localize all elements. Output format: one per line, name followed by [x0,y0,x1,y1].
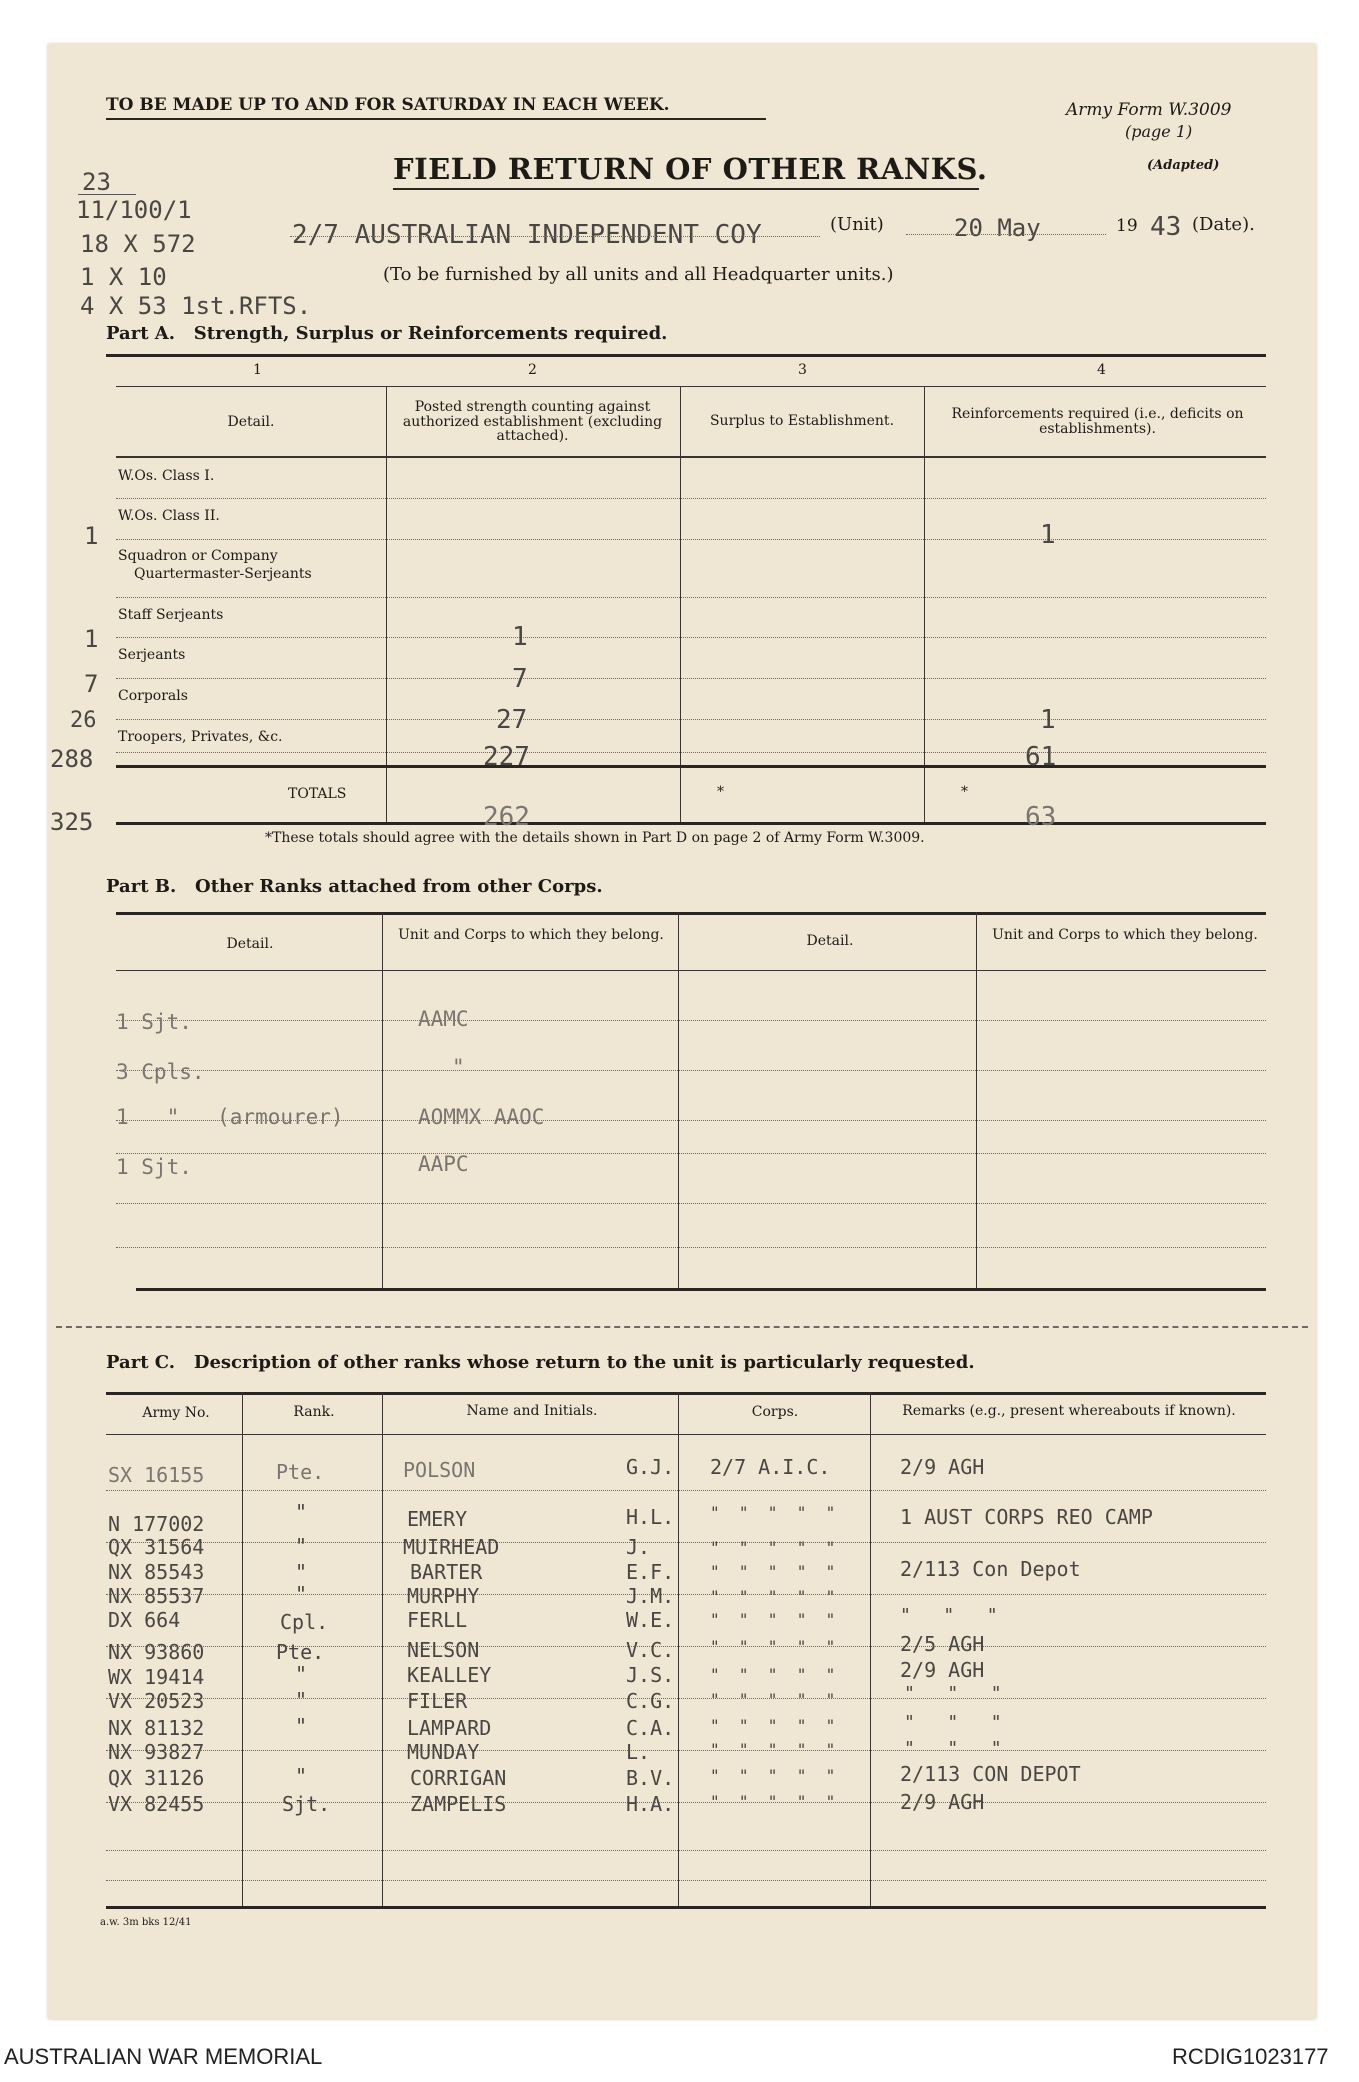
part-c-top-rule [106,1392,1266,1395]
margin-calc-3: 4 X 53 1st.RFTS. [80,292,312,320]
rank: Pte. [276,1460,325,1484]
attached-unit-3: AOMMX AAOC [418,1105,545,1129]
remarks: 2/113 Con Depot [900,1557,1081,1581]
name: CORRIGAN [410,1766,507,1790]
attached-detail-4: 1 Sjt. [116,1155,192,1179]
posted-corporals: 7 [512,664,528,694]
rank: " [295,1500,308,1524]
corps: " " " " " [710,1740,836,1759]
rank: Pte. [276,1640,325,1664]
row-rule [116,637,1266,638]
rank: " [295,1714,308,1738]
initials: W.E. [626,1608,675,1632]
corps: " " " " " [710,1637,836,1656]
rank: " [295,1534,308,1558]
name: LAMPARD [407,1716,492,1740]
row-rule [116,1020,1266,1021]
reinf-subtotal: 61 [1025,742,1057,772]
part-b-bottom-rule [136,1288,1266,1291]
furnish-note: (To be furnished by all units and all Headquarter units.) [383,264,894,285]
margin-tally: 325 [50,808,94,836]
col-number-1: 1 [253,362,262,378]
row-rule [106,1490,1266,1491]
unit-dotted-line [290,236,820,237]
army-no: QX 31126 [108,1766,205,1790]
corps: " " " " " [710,1538,836,1557]
posted-serjeants: 1 [512,622,528,652]
posted-subtotal: 227 [483,742,530,772]
margin-calc-1: 18 X 572 [80,230,196,258]
posted-privates: 27 [496,705,528,735]
army-no: NX 93827 [108,1740,205,1764]
attached-detail-2: 3 Cpls. [116,1060,205,1084]
totals-label: TOTALS [288,786,347,802]
initials: L. [626,1740,651,1764]
totals-reinf-asterisk: * [961,784,968,800]
remarks: " " " [904,1683,1002,1704]
initials: V.C. [626,1638,675,1662]
row-rule [116,678,1266,679]
corps: " " " " " [710,1716,836,1735]
corps: " " " " " [710,1562,836,1581]
part-a-header-reinforcements: Reinforcements required (i.e., deficits on establishments). [951,406,1244,437]
part-b-header-detail-1: Detail. [226,936,274,952]
row-rule [106,1880,1266,1881]
col-number-2: 2 [528,362,537,378]
initials: J.M. [626,1584,675,1608]
army-no: NX 93860 [108,1640,205,1664]
form-reference: Army Form W.3009 [1066,100,1232,120]
row-rule [106,1594,1266,1595]
army-no: NX 85543 [108,1560,205,1584]
rank: " [295,1582,308,1606]
name: POLSON [403,1458,476,1482]
initials: H.L. [626,1505,675,1529]
army-no: NX 85537 [108,1584,205,1608]
name: KEALLEY [407,1663,492,1687]
remarks: " " " [904,1712,1002,1733]
part-b-heading: Part B. Other Ranks attached from other Corps. [106,876,603,897]
margin-reference: 11/100/1 [76,196,192,224]
name: MURPHY [407,1584,480,1608]
archive-footer-left: AUSTRALIAN WAR MEMORIAL [4,2044,323,2069]
reinf-privates: 1 [1040,705,1056,735]
name: MUNDAY [407,1740,480,1764]
name: BARTER [410,1560,483,1584]
margin-calc-2: 1 X 10 [80,263,167,291]
part-c-col-divider-1 [242,1392,243,1906]
unit-label: (Unit) [830,214,884,235]
instruction-underline [106,118,766,120]
print-code: a.w. 3m bks 12/41 [100,1917,192,1928]
row-wo-class-2: W.Os. Class II. [118,508,220,524]
initials: C.A. [626,1716,675,1740]
remarks: 2/9 AGH [900,1455,985,1479]
initials: J.S. [626,1663,675,1687]
corps: " " " " " [710,1665,836,1684]
part-b-header-rule [116,970,1266,971]
page-number: (page 1) [1125,122,1193,141]
row-rule [116,1070,1266,1071]
part-a-col-divider-1 [386,386,387,824]
corps: " " " " " [710,1587,836,1606]
totals-surplus-asterisk: * [717,784,724,800]
totals-bottom-rule [116,822,1266,825]
row-rule [106,1698,1266,1699]
army-no: N 177002 [108,1512,205,1536]
adapted-note: (Adapted) [1147,158,1220,173]
part-b-header-unit-1: Unit and Corps to which they belong. [398,927,664,943]
row-wo-class-1: W.Os. Class I. [118,468,215,484]
rank: Cpl. [280,1610,329,1634]
part-a-top-rule [106,354,1266,357]
row-rule [106,1542,1266,1543]
rank: " [295,1764,308,1788]
remarks: " " " [904,1738,1002,1759]
attached-unit-1: AAMC [418,1007,469,1031]
row-rule [116,539,1266,540]
remarks: 2/9 AGH [900,1658,985,1682]
margin-tally: 288 [50,745,94,773]
part-a-number-rule [116,386,1266,387]
typed-year: 43 [1150,212,1182,242]
part-c-header-army-no: Army No. [142,1405,210,1421]
remarks: 1 AUST CORPS REO CAMP [900,1505,1153,1529]
part-a-col-divider-3 [924,386,925,824]
attached-unit-2: " [452,1055,465,1079]
corps: 2/7 A.I.C. [710,1455,831,1479]
rank: " [295,1662,308,1686]
totals-posted: 262 [483,802,530,832]
part-a-heading: Part A. Strength, Surplus or Reinforcements required. [106,323,668,344]
reinf-cqms: 1 [1040,520,1056,550]
margin-tally: 1 [84,522,99,550]
remarks: 2/5 AGH [900,1632,985,1656]
corps: " " " " " [710,1690,836,1709]
form-title: FIELD RETURN OF OTHER RANKS. [393,152,988,186]
row-rule [116,719,1266,720]
part-c-header-rule [106,1434,1266,1435]
name: ZAMPELIS [410,1792,507,1816]
margin-tally: 7 [84,670,99,698]
year-prefix: 19 [1116,216,1138,236]
army-no: WX 19414 [108,1665,205,1689]
row-corporals: Corporals [118,688,188,704]
part-c-header-rank: Rank. [293,1404,335,1420]
date-label: (Date). [1192,214,1255,235]
rank: " [295,1560,308,1584]
part-b-top-rule [116,912,1266,915]
title-underline [393,188,979,190]
row-rule [116,597,1266,598]
margin-tally: 1 [84,625,99,653]
row-cqms-line-2: Quartermaster-Serjeants [134,566,312,582]
row-rule [116,1203,1266,1204]
remarks: " " " [900,1605,998,1626]
name: MUIRHEAD [403,1535,500,1559]
army-no: DX 664 [108,1608,181,1632]
part-c-heading: Part C. Description of other ranks whose return to the unit is particularly requested. [106,1352,975,1373]
name: NELSON [407,1638,480,1662]
rank: Sjt. [282,1792,331,1816]
name: FERLL [407,1608,468,1632]
margin-number: 23 [82,168,111,196]
remarks: 2/9 AGH [900,1790,985,1814]
part-a-header-posted: Posted strength counting against authorized establishment (excluding attached). [402,399,663,445]
row-staff-serjeants: Staff Serjeants [118,607,224,623]
row-privates: Troopers, Privates, &c. [118,729,283,745]
army-no: QX 31564 [108,1535,205,1559]
army-no: SX 16155 [108,1463,205,1487]
army-no: NX 81132 [108,1716,205,1740]
part-c-header-corps: Corps. [751,1404,799,1420]
part-c-bottom-rule [106,1906,1266,1909]
part-a-header-surplus: Surplus to Establishment. [709,413,895,429]
col-number-3: 3 [798,362,807,378]
part-b-header-unit-2: Unit and Corps to which they belong. [992,927,1258,943]
name: EMERY [407,1507,468,1531]
initials: J. [626,1535,651,1559]
initials: G.J. [626,1455,675,1479]
row-rule [116,498,1266,499]
rank: " [295,1688,308,1712]
totals-footnote: *These totals should agree with the details shown in Part D on page 2 of Army Form W.3009. [265,830,925,846]
initials: E.F. [626,1560,675,1584]
row-cqms: Squadron or Company [118,548,278,564]
row-rule [106,1850,1266,1851]
attached-detail-1: 1 Sjt. [116,1010,192,1034]
typed-unit: 2/7 AUSTRALIAN INDEPENDENT COY [292,220,762,250]
name: FILER [407,1689,468,1713]
row-rule [116,1247,1266,1248]
part-b-col-divider-3 [976,912,977,1288]
initials: B.V. [626,1766,675,1790]
initials: H.A. [626,1792,675,1816]
part-a-col-divider-2 [680,386,681,824]
part-b-col-divider-1 [382,912,383,1288]
initials: C.G. [626,1689,675,1713]
row-serjeants: Serjeants [118,647,186,663]
part-c-col-divider-3 [678,1392,679,1906]
part-b-col-divider-2 [678,912,679,1288]
part-a-header-rule [116,456,1266,458]
remarks: 2/113 CON DEPOT [900,1762,1081,1786]
attached-unit-4: AAPC [418,1152,469,1176]
totals-top-rule [116,765,1266,768]
weekly-instruction: TO BE MADE UP TO AND FOR SATURDAY IN EACH WEEK. [106,95,670,115]
col-number-4: 4 [1097,362,1106,378]
row-rule [116,1153,1266,1154]
corps: " " " " " [710,1610,836,1629]
part-b-header-detail-2: Detail. [806,933,854,949]
date-dotted-line [906,234,1106,235]
row-rule [106,1802,1266,1803]
totals-reinf: 63 [1025,802,1057,832]
part-c-header-name: Name and Initials. [466,1403,598,1419]
part-c-col-divider-4 [870,1392,871,1906]
typed-date: 20 May [954,214,1041,242]
corps: " " " " " [710,1766,836,1785]
archive-footer-right: RCDIG1023177 [1172,2044,1329,2069]
part-c-col-divider-2 [382,1392,383,1906]
part-a-header-detail: Detail. [227,414,275,430]
margin-number-line [78,194,136,195]
corps: " " " " " [710,1503,836,1522]
row-rule [106,1750,1266,1751]
corps: " " " " " [710,1792,836,1811]
row-rule [116,752,1266,753]
army-no: VX 20523 [108,1689,205,1713]
attached-detail-3: 1 " (armourer) [116,1105,344,1129]
army-no: VX 82455 [108,1792,205,1816]
part-c-header-remarks: Remarks (e.g., present whereabouts if known). [902,1403,1236,1419]
margin-tally: 26 [70,708,97,733]
tear-off-line [56,1326,1308,1328]
